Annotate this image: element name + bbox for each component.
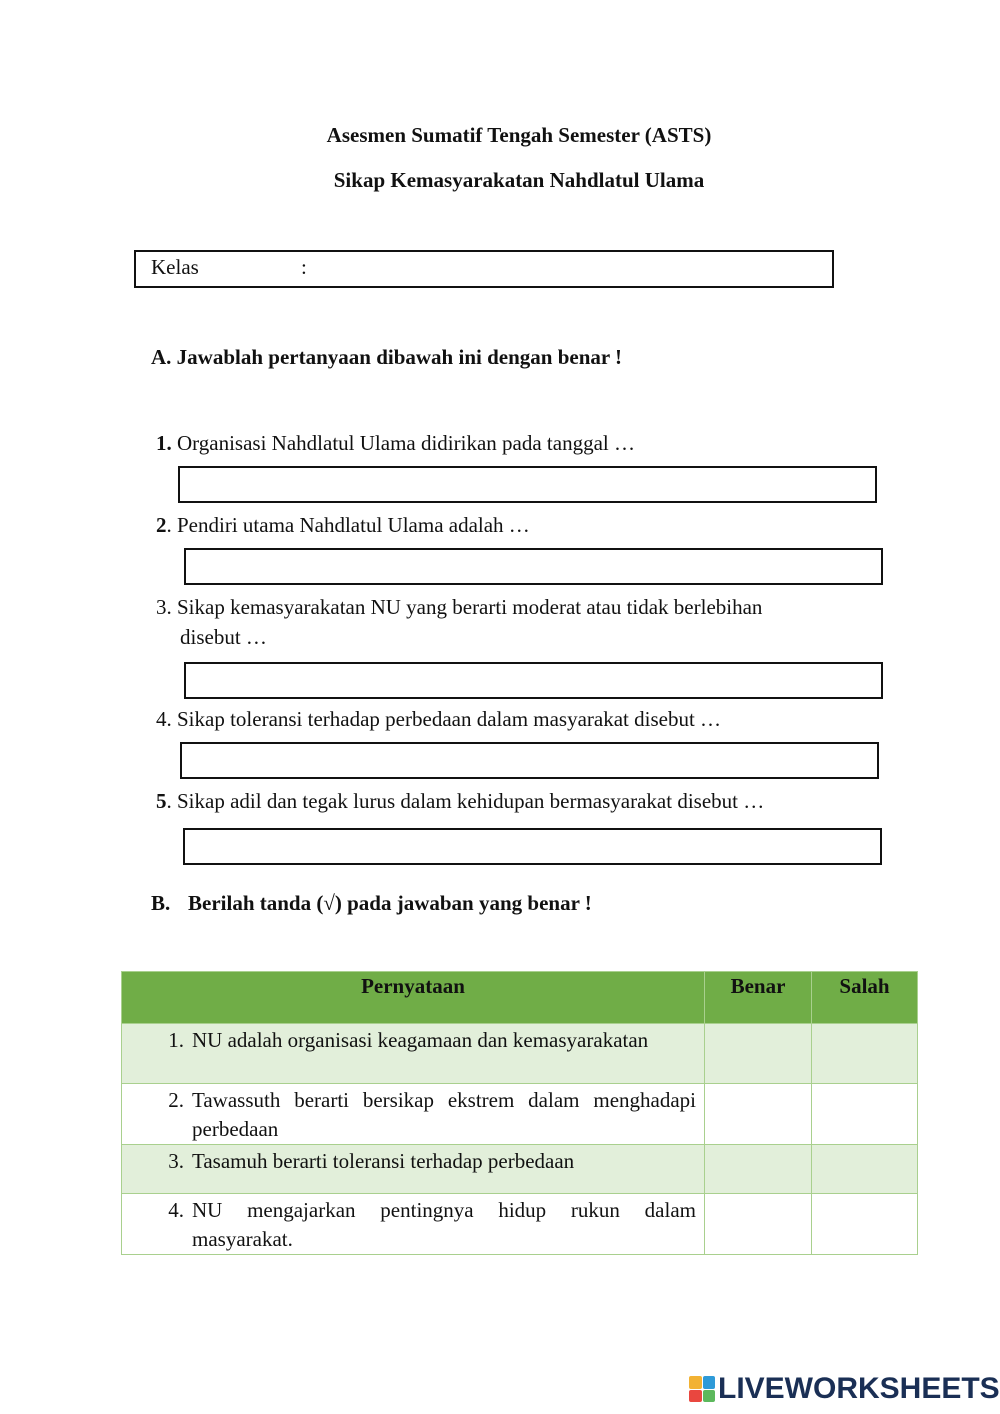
statement-table (121, 971, 918, 1255)
answer-box-4[interactable] (180, 742, 879, 779)
answer-box-2[interactable] (184, 548, 883, 585)
salah-checkbox-3[interactable] (812, 1145, 918, 1194)
question-text-continued: disebut … (180, 625, 267, 649)
benar-checkbox-2[interactable] (705, 1084, 812, 1145)
table-row (122, 1024, 918, 1084)
logo-text: LIVEWORKSHEETS (718, 1372, 1000, 1405)
question-text: . Pendiri utama Nahdlatul Ulama adalah … (166, 513, 530, 537)
statement-cell (122, 1084, 705, 1145)
section-a-heading: A. Jawablah pertanyaan dibawah ini dengan benar ! (151, 345, 623, 369)
statement-text: Tawassuth berarti bersikap ekstrem dalam menghadapi perbedaan (192, 1088, 696, 1141)
answer-box-1[interactable] (178, 466, 877, 503)
page-title: Asesmen Sumatif Tengah Semester (ASTS) (326, 123, 712, 147)
question-2 (156, 510, 530, 540)
question-number: 1. (156, 431, 172, 455)
salah-checkbox-2[interactable] (812, 1084, 918, 1145)
table-row (122, 1084, 918, 1145)
question-number: 5 (156, 789, 167, 813)
question-number: 2 (156, 513, 167, 537)
answer-box-5[interactable] (183, 828, 882, 865)
benar-checkbox-4[interactable] (705, 1194, 812, 1255)
question-5 (156, 786, 764, 816)
question-3 (156, 592, 926, 652)
question-number: 3. (156, 595, 172, 619)
section-b-number: B. (151, 891, 171, 915)
question-text: Organisasi Nahdlatul Ulama didirikan pada tanggal … (177, 431, 635, 455)
statement-text: Tasamuh berarti toleransi terhadap perbedaan (192, 1149, 575, 1173)
statement-text: NU mengajarkan pentingnya hidup rukun dalam masyarakat. (192, 1198, 696, 1251)
answer-box-3[interactable] (184, 662, 883, 699)
statement-number: 4. (168, 1198, 184, 1222)
statement-number: 3. (168, 1149, 184, 1173)
section-b-label: Berilah tanda (√) pada jawaban yang benar ! (188, 891, 592, 915)
header-false: Salah (812, 972, 918, 1024)
table-row (122, 1145, 918, 1194)
question-text: Sikap toleransi terhadap perbedaan dalam masyarakat disebut … (177, 707, 722, 731)
statement-cell (122, 1024, 705, 1084)
question-1 (156, 428, 635, 458)
question-4 (156, 704, 721, 734)
page-subtitle: Sikap Kemasyarakatan Nahdlatul Ulama (333, 168, 705, 192)
statement-cell (122, 1145, 705, 1194)
question-text: . Sikap adil dan tegak lurus dalam kehidupan bermasyarakat disebut … (166, 789, 765, 813)
benar-checkbox-1[interactable] (705, 1024, 812, 1084)
kelas-colon: : (301, 255, 307, 279)
statement-text: NU adalah organisasi keagamaan dan kemasyarakatan (192, 1028, 649, 1052)
kelas-label: Kelas (151, 255, 199, 279)
salah-checkbox-1[interactable] (812, 1024, 918, 1084)
liveworksheets-logo-icon (689, 1376, 715, 1402)
question-number: 4. (156, 707, 172, 731)
section-b-heading (151, 891, 592, 916)
salah-checkbox-4[interactable] (812, 1194, 918, 1255)
statement-cell (122, 1194, 705, 1255)
liveworksheets-logo[interactable] (689, 1372, 1000, 1406)
kelas-field[interactable] (134, 250, 834, 288)
question-text: Sikap kemasyarakatan NU yang berarti moderat atau tidak berlebihan (177, 595, 763, 619)
header-true: Benar (705, 972, 812, 1024)
statement-number: 2. (168, 1088, 184, 1112)
statement-number: 1. (168, 1028, 184, 1052)
header-statement: Pernyataan (122, 972, 705, 1024)
benar-checkbox-3[interactable] (705, 1145, 812, 1194)
table-row (122, 1194, 918, 1255)
